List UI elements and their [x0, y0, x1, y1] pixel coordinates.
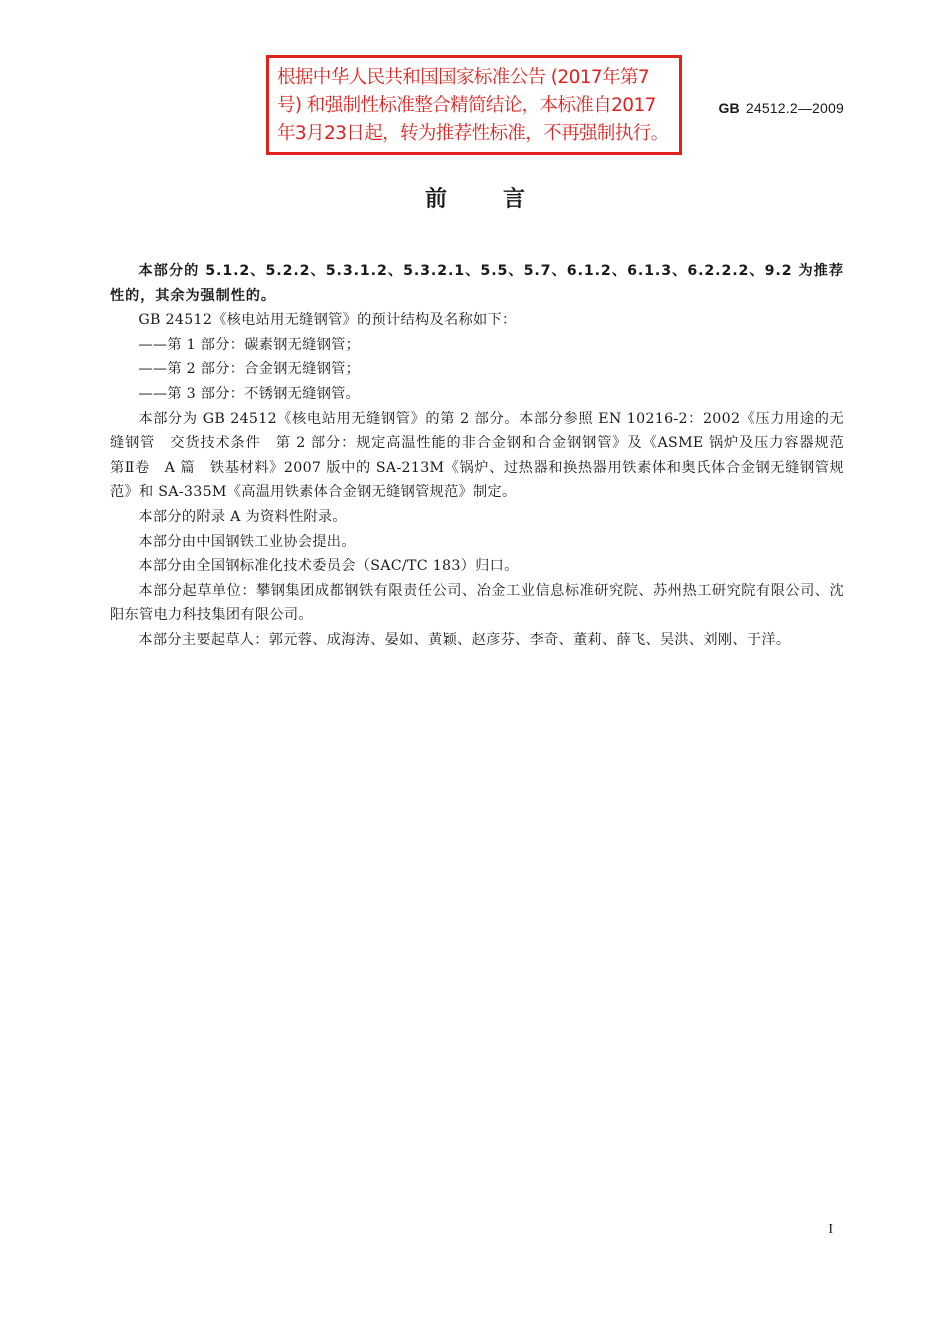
notice-line-2: 号) 和强制性标准整合精简结论，本标准自2017: [277, 95, 656, 116]
paragraph-drafters: 本部分主要起草人：郭元蓉、成海涛、晏如、黄颖、赵彦芬、李奇、董莉、薛飞、吴洪、刘刚、于洋。: [138, 631, 791, 648]
standard-status-notice: [266, 55, 682, 155]
paragraph-centralized-by: 本部分由全国钢标准化技术委员会（SAC/TC 183）归口。: [138, 558, 519, 575]
standard-prefix: GB: [718, 100, 740, 116]
paragraph-recommended-clauses: 本部分的 5.1.2、5.2.2、5.3.1.2、5.3.2.1、5.5、5.7、6.1.2、6.1.3、6.2.2.2、9.2 为推荐性的，其余为强制性的。: [110, 263, 844, 304]
paragraph-proposed-by: 本部分由中国钢铁工业协会提出。: [138, 533, 356, 550]
page-title: 前言: [424, 187, 581, 212]
paragraph-part-1: ——第 1 部分：碳素钢无缝钢管；: [138, 336, 361, 353]
standard-code: 24512.2—2009: [745, 100, 844, 116]
paragraph-drafting-units: 本部分起草单位：攀钢集团成都钢铁有限责任公司、冶金工业信息标准研究院、苏州热工研究院有限公司、沈阳东管电力科技集团有限公司。: [110, 582, 844, 624]
page-number: I: [828, 1222, 833, 1237]
paragraph-references: 本部分为 GB 24512《核电站用无缝钢管》的第 2 部分。本部分参照 EN 10216-2：2002《压力用途的无缝钢管 交货技术条件 第 2 部分：规定高温性能的非合金钢和合金钢钢管》及《ASME 锅炉及压力容器规范 第Ⅱ卷 A 篇 铁基材料》2007 版中的 SA-213M《锅炉、过热器和换热器用铁素体和奥氏体合金钢无缝钢管规范》和 SA-335M《高温用铁素体合金钢无缝钢管规范》制定。: [110, 410, 859, 501]
paragraph-appendix: 本部分的附录 A 为资料性附录。: [138, 508, 347, 525]
notice-line-3: 年3月23日起，转为推荐性标准，不再强制执行。: [277, 123, 669, 144]
notice-line-1: 根据中华人民共和国国家标准公告 (2017年第7: [277, 67, 650, 88]
paragraph-part-3: ——第 3 部分：不锈钢无缝钢管。: [138, 385, 361, 402]
paragraph-structure-intro: GB 24512《核电站用无缝钢管》的预计结构及名称如下：: [138, 312, 517, 329]
foreword-body: [110, 259, 859, 653]
standard-number: [718, 100, 844, 116]
paragraph-part-2: ——第 2 部分：合金钢无缝钢管；: [138, 361, 361, 378]
